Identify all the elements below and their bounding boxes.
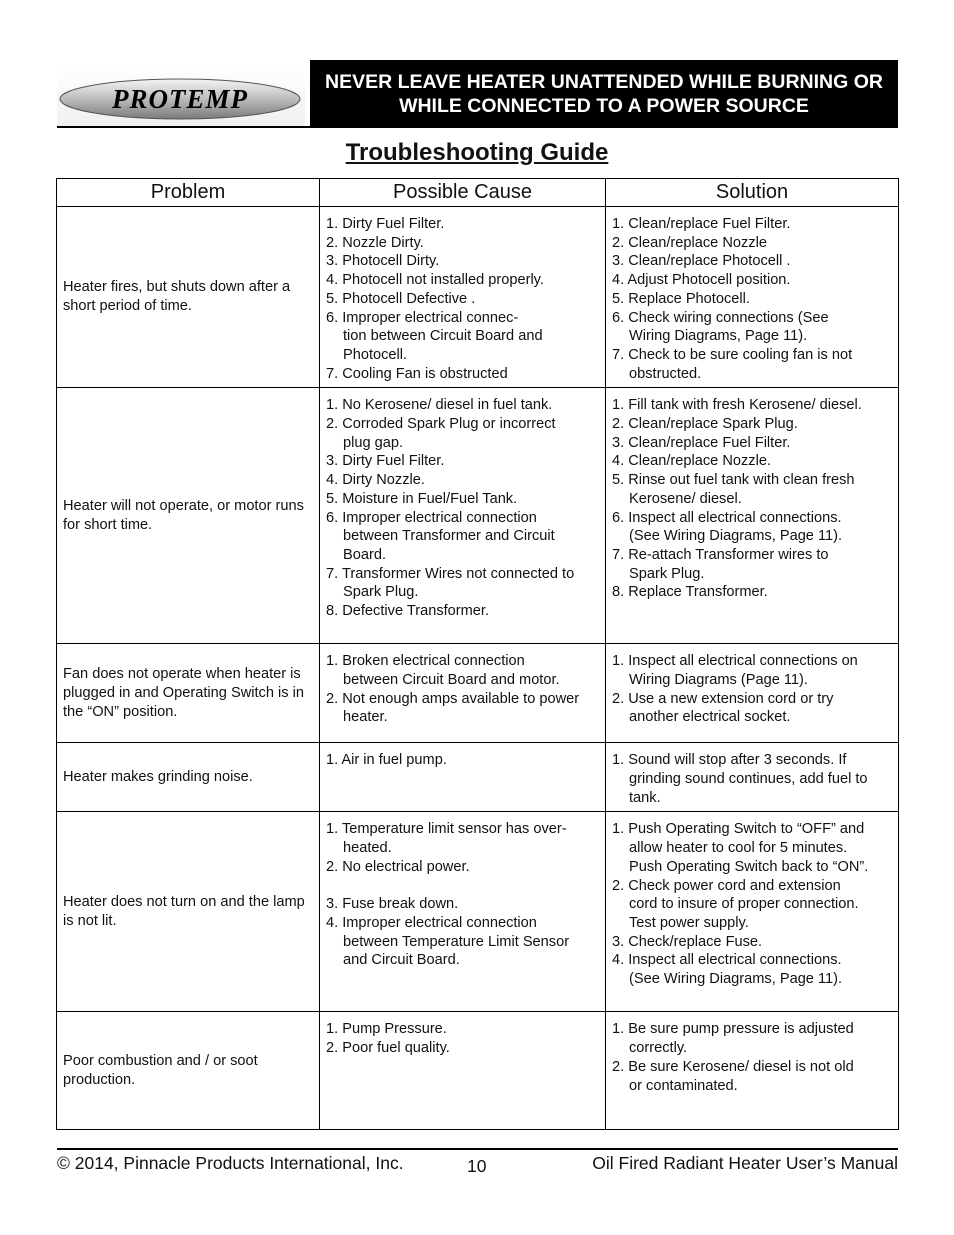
causes-cell [320,388,606,644]
list-item: 6. Improper electrical connec- tion between Circuit Board and Photocell. [326,309,543,363]
causes-cell [320,644,606,743]
list-item: 1. Dirty Fuel Filter. [326,216,445,232]
list-item: 1. Clean/replace Fuel Filter. [612,216,791,232]
problem-cell: Heater will not operate, or motor runs for short time. [57,388,320,644]
list-item: 6. Inspect all electrical connections. (See Wiring Diagrams, Page 11). [612,509,843,545]
solutions-cell [606,644,899,743]
table-row [57,644,899,743]
list-item: 8. Replace Transformer. [612,584,768,601]
table-row [57,388,899,644]
list-item: 7. Check to be sure cooling fan is not obstructed. [612,346,853,382]
list-item: 7. Transformer Wires not connected to Spark Plug. [326,565,575,601]
list-item: 1. Fill tank with fresh Kerosene/ diesel. [612,397,862,414]
page-title: Troubleshooting Guide [345,139,609,166]
warning-line-1: NEVER LEAVE HEATER UNATTENDED WHILE BURNING OR [325,70,883,93]
list-item: 1. Inspect all electrical connections on Wiring Diagrams (Page 11). [612,653,858,689]
list-item: 2. Use a new extension cord or try another electrical socket. [612,690,834,726]
table-row [57,1012,899,1130]
list-item: 4. Inspect all electrical connections. (See Wiring Diagrams, Page 11). [612,952,843,988]
list-item: 3. Clean/replace Fuel Filter. [612,434,791,451]
causes-cell [320,743,606,812]
list-item: 6. Check wiring connections (See Wiring Diagrams, Page 11). [612,309,829,345]
list-item: 3. Photocell Dirty. [326,253,440,270]
header-divider [57,126,898,128]
solutions-cell [606,207,899,388]
table-header-row [57,179,899,207]
causes-cell [320,207,606,388]
list-item: 1. Broken electrical connection between Circuit Board and motor. [326,653,560,689]
list-item: 7. Cooling Fan is obstructed [326,365,508,382]
brand-logo [57,66,305,126]
list-item: 1. No Kerosene/ diesel in fuel tank. [326,397,553,414]
table-row [57,743,899,812]
list-item: 3. Check/replace Fuse. [612,933,763,950]
problem-cell: Poor combustion and / or soot production. [57,1012,320,1130]
list-item: 2. Check power cord and extension cord to insure of proper connection. Test power supply. [612,877,859,931]
solutions-cell [606,743,899,812]
list-item: 2. Clean/replace Spark Plug. [612,416,798,433]
list-item: 4. Clean/replace Nozzle. [612,453,771,470]
table-row [57,207,899,388]
table-row [57,812,899,1012]
list-item: 4. Dirty Nozzle. [326,472,425,489]
footer-manual-title: Oil Fired Radiant Heater User’s Manual [592,1153,898,1173]
solutions-cell [606,388,899,644]
list-item: 2. Clean/replace Nozzle [612,234,767,251]
list-item: 2. Corroded Spark Plug or incorrect plug gap. [326,416,556,451]
list-item: 3. Dirty Fuel Filter. [326,453,445,470]
solutions-cell [606,812,899,1012]
list-item: 4. Improper electrical connection between Temperature Limit Sensor and Circuit Board. [326,914,570,969]
header-solution: Solution [606,179,899,207]
list-item: 1. Pump Pressure. [326,1021,447,1038]
logo-wordmark: PROTEMP [111,84,249,114]
list-item: 1. Push Operating Switch to “OFF” and allow heater to cool for 5 minutes. Push Operating Switch back to “ON”. [612,821,869,875]
list-item: 5. Replace Photocell. [612,290,750,307]
list-item: 8. Defective Transformer. [326,603,490,620]
list-item: 5. Moisture in Fuel/Fuel Tank. [326,490,518,507]
footer-page-number: 10 [467,1156,487,1176]
footer-divider [57,1148,898,1150]
problem-cell: Heater does not turn on and the lamp is not lit. [57,812,320,1012]
causes-cell [320,812,606,1012]
solutions-cell [606,1012,899,1130]
header-problem: Problem [57,179,320,207]
list-item: 7. Re-attach Transformer wires to Spark Plug. [612,546,829,582]
safety-warning-banner [310,60,898,127]
list-item: 1. Sound will stop after 3 seconds. If grinding sound continues, add fuel to tank. [612,752,868,806]
list-item: 5. Photocell Defective . [326,290,476,307]
causes-cell [320,1012,606,1130]
list-item: 2. Nozzle Dirty. [326,234,424,251]
problem-cell: Fan does not operate when heater is plugged in and Operating Switch is in the “ON” position. [57,644,320,743]
problem-cell: Heater makes grinding noise. [57,743,320,812]
list-item: 6. Improper electrical connection between Transformer and Circuit Board. [326,509,555,563]
warning-line-2: WHILE CONNECTED TO A POWER SOURCE [399,94,809,117]
list-item: 1. Temperature limit sensor has over- heated. [326,821,567,857]
list-item: 4. Adjust Photocell position. [612,272,791,289]
list-item: 3. Fuse break down. [326,896,459,913]
header-possible-cause: Possible Cause [320,179,606,207]
list-item: 5. Rinse out fuel tank with clean fresh Kerosene/ diesel. [612,472,855,507]
list-item: 4. Photocell not installed properly. [326,272,544,289]
list-item: 2. Be sure Kerosene/ diesel is not old or contaminated. [612,1058,854,1094]
list-item: 1. Air in fuel pump. [326,752,447,769]
list-item: 2. No electrical power. [326,858,470,875]
list-item: 2. Poor fuel quality. [326,1040,450,1057]
list-item: 3. Clean/replace Photocell . [612,253,791,270]
troubleshooting-table [56,178,899,1130]
list-item: 2. Not enough amps available to power heater. [326,690,580,726]
problem-cell: Heater fires, but shuts down after a short period of time. [57,207,320,388]
footer-copyright: © 2014, Pinnacle Products International, Inc. [57,1153,404,1173]
logo-swoosh-icon [59,78,301,120]
list-item: 1. Be sure pump pressure is adjusted correctly. [612,1021,854,1057]
